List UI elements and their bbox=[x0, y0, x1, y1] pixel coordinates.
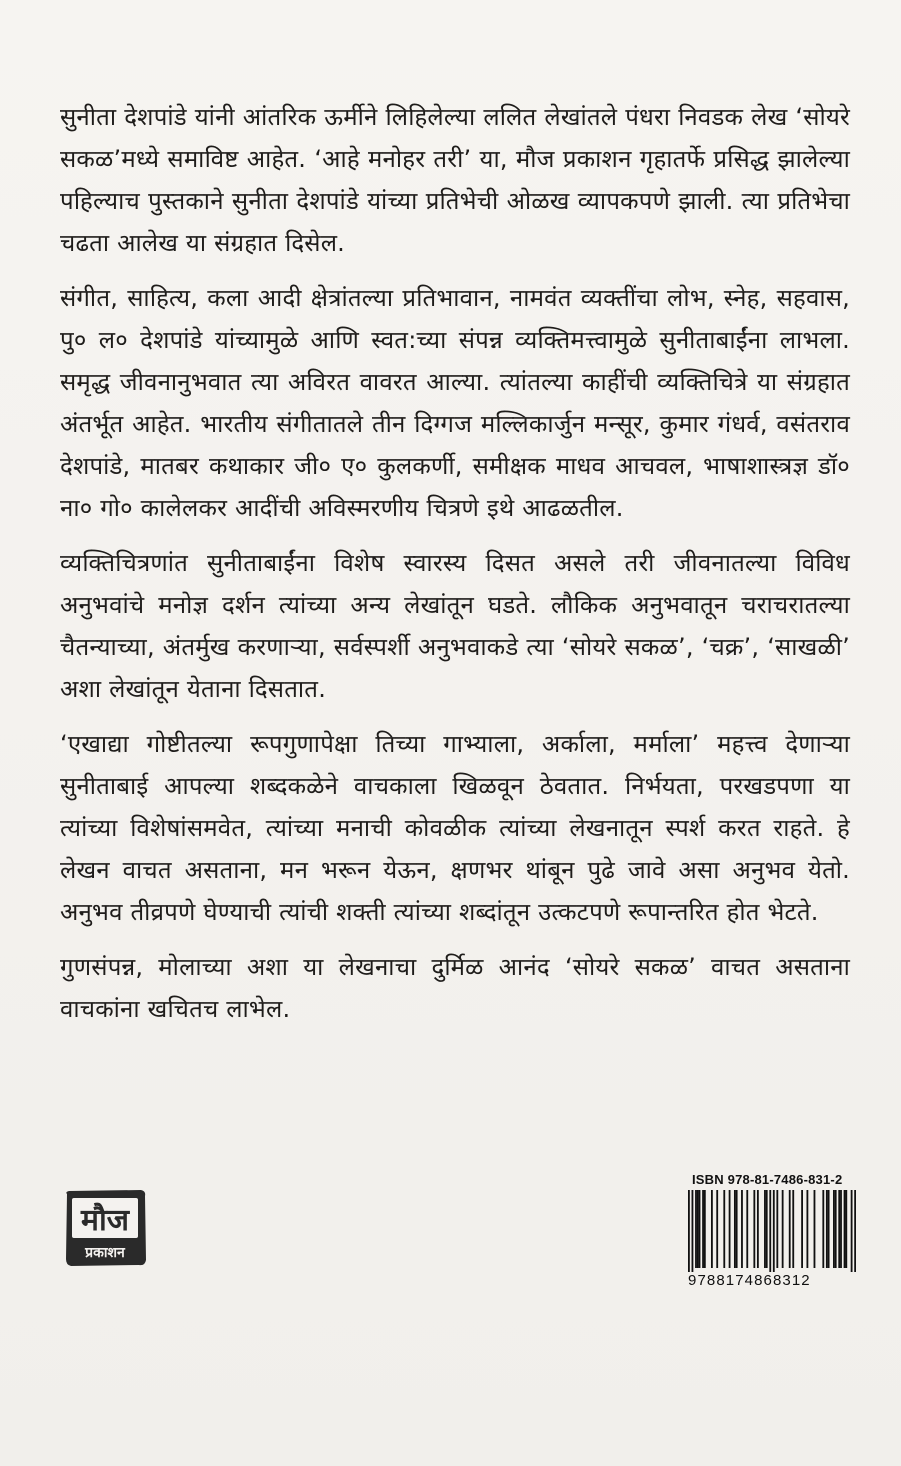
barcode-bar bbox=[782, 1190, 784, 1268]
barcode-bar bbox=[854, 1190, 856, 1272]
barcode-bar bbox=[699, 1190, 701, 1268]
barcode-bar bbox=[702, 1190, 704, 1268]
barcode-bar bbox=[704, 1190, 706, 1268]
barcode-bar bbox=[826, 1190, 828, 1268]
barcode-bar bbox=[769, 1190, 771, 1272]
blurb-text bbox=[60, 96, 850, 1043]
publisher-logo bbox=[63, 1188, 148, 1268]
barcode-bar bbox=[840, 1190, 842, 1268]
barcode bbox=[688, 1190, 856, 1272]
logo-bottom-text: प्रकाशन bbox=[85, 1245, 125, 1261]
barcode-bar bbox=[792, 1190, 794, 1268]
barcode-bar bbox=[822, 1190, 824, 1268]
barcode-bar bbox=[851, 1190, 853, 1272]
barcode-bar bbox=[789, 1190, 791, 1268]
barcode-bar bbox=[828, 1190, 830, 1268]
isbn-label: ISBN 978-81-7486-831-2 bbox=[692, 1172, 843, 1187]
logo-top-text: मौज bbox=[81, 1203, 129, 1238]
blurb-paragraph-4: ‘एखाद्या गोष्टीतल्या रूपगुणापेक्षा तिच्या गाभ्याला, अर्काला, मर्माला’ महत्त्व देणाऱ्या सुनीताबाई आपल्या शब्दकळेने वाचकाला खिळवून ठेवतात. निर्भयता, परखडपणा या त्यांच्या विशेषांसमवेत, त्यांच्या मनाची कोवळीक त्यांच्या लेखनातून स्पर्श करत राहते. हे लेखन वाचत असताना, मन भरून येऊन, क्षणभर थांबून पुढे जावे असा अनुभव येतो. अनुभव तीव्रपणे घेण्याची त्यांची शक्ती त्यांच्या शब्दांतून उत्कटपणे रूपान्तरित होत भेटते. bbox=[60, 730, 850, 926]
barcode-bar bbox=[729, 1190, 731, 1268]
barcode-bar bbox=[835, 1190, 837, 1268]
barcode-bar bbox=[746, 1190, 748, 1268]
barcode-bar bbox=[845, 1190, 847, 1268]
barcode-bar bbox=[801, 1190, 803, 1268]
ean-digits: 9788174868312 bbox=[688, 1272, 811, 1289]
barcode-bar bbox=[833, 1190, 835, 1268]
blurb-paragraph-3: व्यक्तिचित्रणांत सुनीताबाईंना विशेष स्वारस्य दिसत असले तरी जीवनातल्या विविध अनुभवांचे मनोज्ञ दर्शन त्यांच्या अन्य लेखांतून घडते. लौकिक अनुभवातून चराचरातल्या चैतन्याच्या, अंतर्मुख करणाऱ्या, सर्वस्पर्शी अनुभवाकडे त्या ‘सोयरे सकळ’, ‘चक्र’, ‘साखळी’ अशा लेखांतून येताना दिसतात. bbox=[60, 549, 850, 703]
barcode-bar bbox=[741, 1190, 743, 1268]
barcode-bar bbox=[757, 1190, 759, 1268]
barcode-bar bbox=[688, 1190, 690, 1272]
barcode-bar bbox=[753, 1190, 755, 1268]
barcode-bar bbox=[814, 1190, 816, 1268]
barcode-bar bbox=[695, 1190, 697, 1268]
barcode-bar bbox=[692, 1190, 694, 1272]
barcode-bar bbox=[723, 1190, 725, 1268]
barcode-bar bbox=[806, 1190, 808, 1268]
barcode-bar bbox=[844, 1190, 846, 1268]
barcode-bar bbox=[838, 1190, 840, 1268]
barcode-bar bbox=[766, 1190, 768, 1268]
barcode-bar bbox=[711, 1190, 713, 1268]
isbn-block bbox=[688, 1172, 858, 1297]
publisher-logo-icon bbox=[63, 1188, 148, 1268]
barcode-bar bbox=[716, 1190, 718, 1268]
barcode-bar bbox=[736, 1190, 738, 1268]
barcode-bar bbox=[776, 1190, 778, 1268]
barcode-bar bbox=[773, 1190, 775, 1272]
blurb-paragraph-2: संगीत, साहित्य, कला आदी क्षेत्रांतल्या प्रतिभावान, नामवंत व्यक्तींचा लोभ, स्नेह, सहवास, पु० ल० देशपांडे यांच्यामुळे आणि स्वत:च्या संपन्न व्यक्तिमत्त्वामुळे सुनीताबाईंना लाभला. समृद्ध जीवनानुभवात त्या अविरत वावरत आल्या. त्यांतल्या काहींची व्यक्तिचित्रे या संग्रहात अंतर्भूत आहेत. भारतीय संगीतातले तीन दिग्गज मल्लिकार्जुन मन्सूर, कुमार गंधर्व, वसंतराव देशपांडे, मातबर कथाकार जी० ए० कुलकर्णी, समीक्षक माधव आचवल, भाषाशास्त्रज्ञ डॉ० ना० गो० कालेलकर आदींची अविस्मरणीय चित्रणे इथे आढळतील. bbox=[60, 284, 850, 522]
barcode-bar bbox=[764, 1190, 766, 1268]
barcode-bar bbox=[697, 1190, 699, 1268]
barcode-bar bbox=[734, 1190, 736, 1268]
blurb-paragraph-5: गुणसंपन्न, मोलाच्या अशा या लेखनाचा दुर्मिळ आनंद ‘सोयरे सकळ’ वाचत असताना वाचकांना खचितच लाभेल. bbox=[60, 953, 850, 1023]
blurb-paragraph-1: सुनीता देशपांडे यांनी आंतरिक ऊर्मीने लिहिलेल्या ललित लेखांतले पंधरा निवडक लेख ‘सोयरे सकळ’मध्ये समाविष्ट आहेत. ‘आहे मनोहर तरी’ या, मौज प्रकाशन गृहातर्फे प्रसिद्ध झालेल्या पहिल्याच पुस्तकाने सुनीता देशपांडे यांच्या प्रतिभेची ओळख व्यापकपणे झाली. त्या प्रतिभेचा चढता आलेख या संग्रहात दिसेल. bbox=[60, 103, 850, 257]
